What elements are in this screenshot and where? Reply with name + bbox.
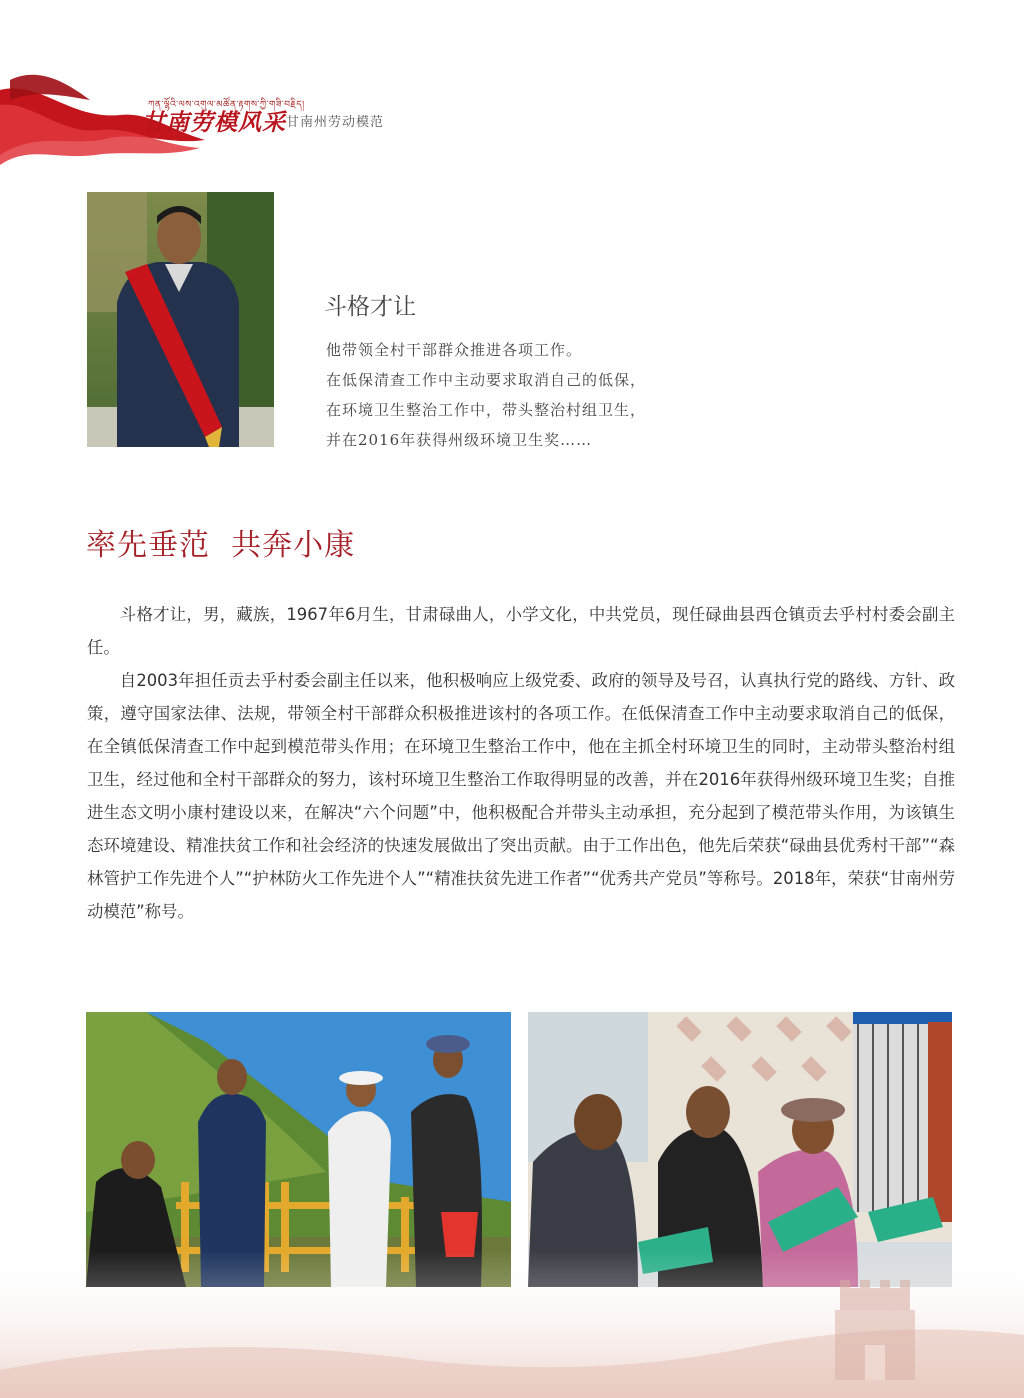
tibetan-header-text: ཀན་ལྷོའི་ལས་འགུལ་མཚོན་རྟགས་ཀྱི་གཟི་བརྗིད། [148, 100, 305, 110]
reading-documents-photo [528, 1012, 952, 1287]
profile-name: 斗格才让 [324, 294, 416, 320]
profile-summary [326, 335, 646, 455]
summary-line: 并在2016年获得州级环境卫生奖…… [326, 431, 593, 449]
summary-line: 他带领全村干部群众推进各项工作。 [326, 341, 583, 359]
section-subtitle: 甘南州劳动模范 [286, 115, 385, 130]
village-meeting-photo [86, 1012, 511, 1287]
great-wall-background [0, 1250, 1024, 1398]
article-body [87, 598, 955, 928]
summary-line: 在环境卫生整治工作中，带头整治村组卫生， [326, 401, 647, 419]
brand-title: 甘南劳模风采 [142, 109, 286, 136]
article-headline: 率先垂范 共奔小康 [86, 528, 356, 563]
article-paragraph: 斗格才让，男，藏族，1967年6月生，甘肃碌曲人，小学文化，中共党员，现任碌曲县西仓镇贡去乎村村委会副主任。 [87, 605, 955, 657]
article-paragraph: 自2003年担任贡去乎村委会副主任以来，他积极响应上级党委、政府的领导及号召，认真执行党的路线、方针、政策，遵守国家法律、法规，带领全村干部群众积极推进该村的各项工作。在低保清查工作中主动要求取消自己的低保，在全镇低保清查工作中起到模范带头作用；在环境卫生整治工作中，他在主抓全村环境卫生的同时，主动带头整治村组卫生，经过他和全村干部群众的努力，该村环境卫生整治工作取得明显的改善，并在2016年获得州级环境卫生奖；自推进生态文明小康村建设以来，在解决“六个问题”中，他积极配合并带头主动承担，充分起到了模范带头作用，为该镇生态环境建设、精准扶贫工作和社会经济的快速发展做出了突出贡献。由于工作出色，他先后荣获“碌曲县优秀村干部”“森林管护工作先进个人”“护林防火工作先进个人”“精准扶贫先进工作者”“优秀共产党员”等称号。2018年，荣获“甘南州劳动模范”称号。 [87, 671, 955, 921]
portrait-photo [87, 192, 274, 447]
summary-line: 在低保清查工作中主动要求取消自己的低保， [326, 371, 647, 389]
